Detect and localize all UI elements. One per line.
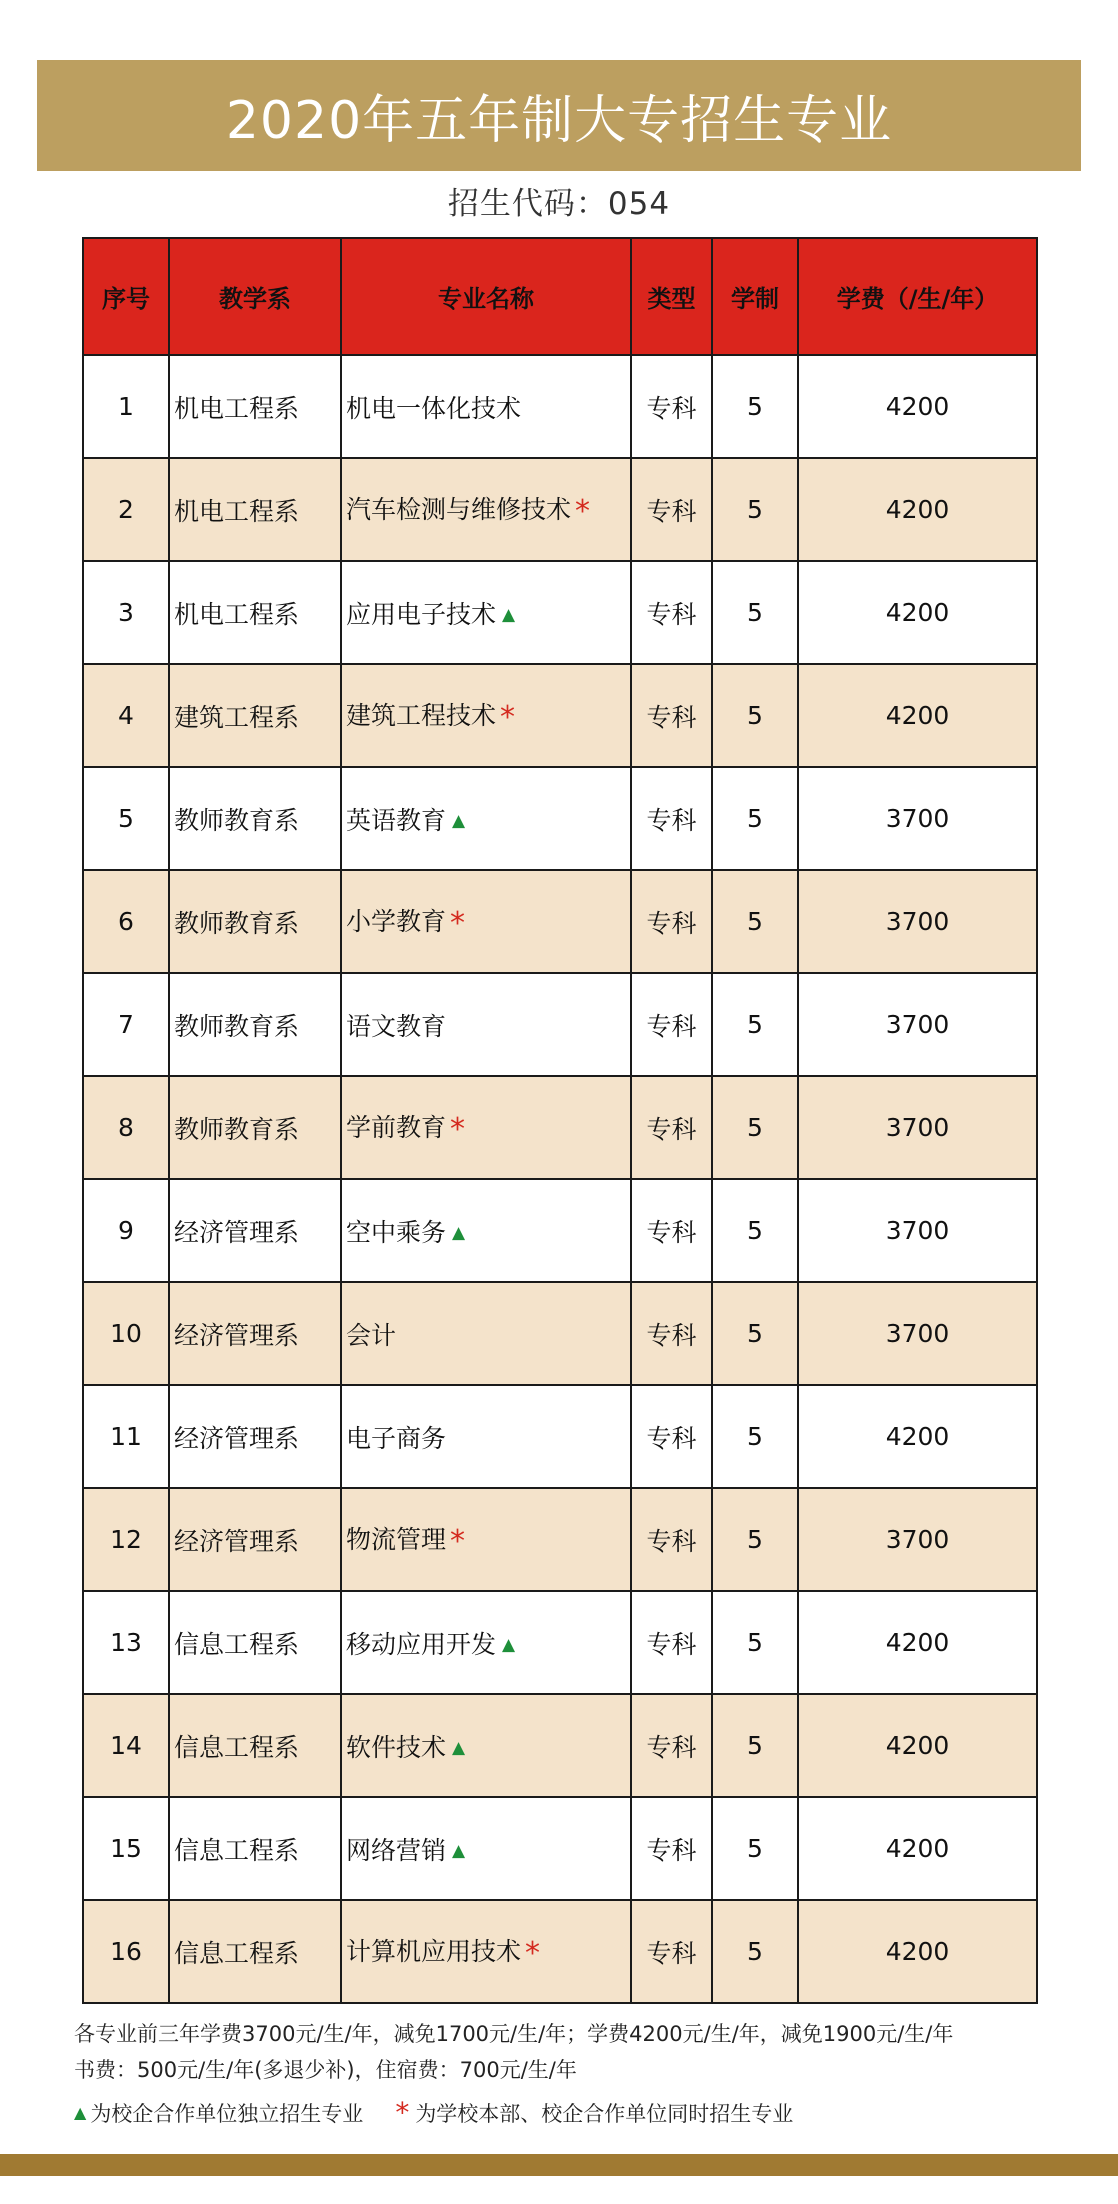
row-major (341, 870, 631, 973)
row-department (169, 664, 341, 767)
row-major-text: 汽车检测与维修技术 (346, 495, 572, 524)
row-years (712, 870, 798, 973)
row-department (169, 561, 341, 664)
row-fee-text: 3700 (885, 907, 950, 936)
row-fee (798, 1488, 1037, 1591)
row-major (341, 1694, 631, 1797)
row-type-text: 专科 (646, 1629, 697, 1659)
triangle-icon: ▲ (502, 1634, 516, 1655)
row-major-text: 会计 (346, 1320, 397, 1350)
row-fee-text: 3700 (885, 1010, 950, 1039)
legend (74, 2096, 793, 2129)
row-department-text: 经济管理系 (174, 1423, 300, 1453)
row-department-text: 教师教育系 (174, 908, 300, 938)
row-fee (798, 458, 1037, 561)
table-row (83, 870, 1037, 973)
row-department-text: 信息工程系 (174, 1629, 300, 1659)
row-number (83, 1694, 169, 1797)
row-major-text: 物流管理 (346, 1525, 447, 1554)
row-years (712, 561, 798, 664)
row-years-text: 5 (747, 598, 763, 627)
header-type: 类型 (631, 238, 712, 355)
table-row (83, 355, 1037, 458)
header-fee: 学费（/生/年） (798, 238, 1037, 355)
row-fee-text: 3700 (885, 1113, 950, 1142)
row-number-text: 4 (118, 701, 134, 730)
row-years-text: 5 (747, 1731, 763, 1760)
footer-bar (0, 2154, 1118, 2176)
row-years (712, 973, 798, 1076)
row-fee-text: 3700 (885, 1525, 950, 1554)
row-major-text: 移动应用开发 (346, 1629, 497, 1659)
row-years-text: 5 (747, 1319, 763, 1348)
row-type (631, 1076, 712, 1179)
star-icon: * (450, 1524, 466, 1559)
row-years (712, 1282, 798, 1385)
page-title: 2020年五年制大专招生专业 (37, 60, 1081, 171)
row-years-text: 5 (747, 701, 763, 730)
row-department (169, 1076, 341, 1179)
row-years (712, 664, 798, 767)
row-type-text: 专科 (646, 908, 697, 938)
row-major-text: 计算机应用技术 (346, 1937, 522, 1966)
row-fee-text: 4200 (885, 495, 950, 524)
row-fee-text: 4200 (885, 1834, 950, 1863)
row-type-text: 专科 (646, 1423, 697, 1453)
row-years-text: 5 (747, 1216, 763, 1245)
row-number-text: 7 (118, 1010, 134, 1039)
fee-note-line: 各专业前三年学费3700元/生/年，减免1700元/生/年；学费4200元/生/年，减免1900元/生/年 (74, 2022, 954, 2046)
row-years-text: 5 (747, 1525, 763, 1554)
table-row (83, 1900, 1037, 2003)
row-number (83, 1591, 169, 1694)
row-major-text: 应用电子技术 (346, 599, 497, 629)
row-major (341, 1797, 631, 1900)
row-type-text: 专科 (646, 599, 697, 629)
row-department-text: 经济管理系 (174, 1526, 300, 1556)
row-number-text: 12 (110, 1525, 142, 1554)
row-department (169, 1797, 341, 1900)
star-icon: * (450, 1112, 466, 1147)
row-department (169, 767, 341, 870)
row-years (712, 1694, 798, 1797)
row-fee-text: 3700 (885, 1319, 950, 1348)
row-number-text: 16 (110, 1937, 142, 1966)
row-years (712, 1900, 798, 2003)
triangle-icon: ▲ (452, 1222, 466, 1243)
row-department (169, 1385, 341, 1488)
row-number (83, 1488, 169, 1591)
row-number-text: 5 (118, 804, 134, 833)
row-major-text: 英语教育 (346, 805, 447, 835)
table-row (83, 664, 1037, 767)
row-years (712, 458, 798, 561)
row-type-text: 专科 (646, 1938, 697, 1968)
row-type-text: 专科 (646, 1835, 697, 1865)
row-years (712, 1076, 798, 1179)
row-fee-text: 4200 (885, 392, 950, 421)
header-major: 专业名称 (341, 238, 631, 355)
row-type-text: 专科 (646, 1114, 697, 1144)
row-type (631, 458, 712, 561)
table-header-row (83, 238, 1037, 355)
row-department (169, 1591, 341, 1694)
row-major-text: 语文教育 (346, 1011, 447, 1041)
row-department-text: 信息工程系 (174, 1835, 300, 1865)
row-number (83, 1797, 169, 1900)
table-row (83, 561, 1037, 664)
row-number-text: 6 (118, 907, 134, 936)
row-number (83, 1385, 169, 1488)
row-fee-text: 4200 (885, 701, 950, 730)
row-department (169, 1694, 341, 1797)
row-type (631, 1591, 712, 1694)
row-number-text: 11 (110, 1422, 142, 1451)
row-years (712, 1385, 798, 1488)
table-row (83, 1179, 1037, 1282)
star-icon: * (575, 494, 591, 529)
row-type (631, 1282, 712, 1385)
legend-triangle-text: 为校企合作单位独立招生专业 (90, 2101, 364, 2126)
triangle-icon: ▲ (452, 1737, 466, 1758)
row-fee (798, 355, 1037, 458)
row-type (631, 561, 712, 664)
triangle-icon: ▲ (74, 2103, 87, 2122)
row-major-text: 机电一体化技术 (346, 393, 522, 423)
enrollment-code: 招生代码：054 (447, 186, 671, 222)
row-department (169, 1488, 341, 1591)
row-years (712, 1797, 798, 1900)
row-major-text: 软件技术 (346, 1732, 447, 1762)
triangle-icon: ▲ (502, 604, 516, 625)
row-fee (798, 1179, 1037, 1282)
row-number-text: 8 (118, 1113, 134, 1142)
row-department-text: 机电工程系 (174, 393, 300, 423)
row-type-text: 专科 (646, 702, 697, 732)
row-department (169, 870, 341, 973)
row-type (631, 767, 712, 870)
header-dept: 教学系 (169, 238, 341, 355)
row-number (83, 1179, 169, 1282)
row-department-text: 机电工程系 (174, 496, 300, 526)
table-row (83, 1385, 1037, 1488)
row-fee (798, 1385, 1037, 1488)
row-number (83, 1076, 169, 1179)
row-type (631, 1797, 712, 1900)
row-type (631, 1694, 712, 1797)
row-type (631, 1385, 712, 1488)
row-fee (798, 1694, 1037, 1797)
row-department-text: 教师教育系 (174, 1011, 300, 1041)
row-years-text: 5 (747, 1937, 763, 1966)
row-years (712, 355, 798, 458)
row-type-text: 专科 (646, 1320, 697, 1350)
row-years-text: 5 (747, 907, 763, 936)
row-type-text: 专科 (646, 496, 697, 526)
row-number (83, 355, 169, 458)
row-major (341, 1076, 631, 1179)
row-type-text: 专科 (646, 1732, 697, 1762)
row-number (83, 870, 169, 973)
row-fee-text: 3700 (885, 1216, 950, 1245)
row-years (712, 1591, 798, 1694)
table-row (83, 1591, 1037, 1694)
row-major-text: 电子商务 (346, 1423, 447, 1453)
row-department-text: 经济管理系 (174, 1320, 300, 1350)
row-department-text: 建筑工程系 (174, 702, 300, 732)
header-years: 学制 (712, 238, 798, 355)
row-number (83, 1900, 169, 2003)
row-department-text: 信息工程系 (174, 1732, 300, 1762)
row-number-text: 10 (110, 1319, 142, 1348)
row-fee (798, 973, 1037, 1076)
row-major-text: 空中乘务 (346, 1217, 447, 1247)
row-major (341, 1591, 631, 1694)
row-fee-text: 4200 (885, 1422, 950, 1451)
row-years-text: 5 (747, 1113, 763, 1142)
row-number (83, 664, 169, 767)
row-type (631, 1179, 712, 1282)
row-years-text: 5 (747, 1422, 763, 1451)
row-years-text: 5 (747, 1628, 763, 1657)
star-icon: * (395, 2096, 410, 2129)
table-row (83, 1282, 1037, 1385)
row-fee-text: 4200 (885, 598, 950, 627)
row-years-text: 5 (747, 804, 763, 833)
majors-table (82, 237, 1038, 2004)
row-years (712, 1179, 798, 1282)
row-type (631, 1488, 712, 1591)
row-fee-text: 4200 (885, 1731, 950, 1760)
row-type-text: 专科 (646, 393, 697, 423)
row-department (169, 355, 341, 458)
row-number (83, 973, 169, 1076)
table-row (83, 767, 1037, 870)
row-major (341, 1488, 631, 1591)
table-row (83, 1076, 1037, 1179)
row-department-text: 经济管理系 (174, 1217, 300, 1247)
row-department-text: 信息工程系 (174, 1938, 300, 1968)
row-major (341, 355, 631, 458)
header-no: 序号 (83, 238, 169, 355)
row-number-text: 9 (118, 1216, 134, 1245)
row-number-text: 1 (118, 392, 134, 421)
row-type-text: 专科 (646, 1011, 697, 1041)
row-type-text: 专科 (646, 1217, 697, 1247)
row-major (341, 1179, 631, 1282)
row-number-text: 3 (118, 598, 134, 627)
row-type (631, 870, 712, 973)
row-fee (798, 1282, 1037, 1385)
row-number (83, 561, 169, 664)
table-row (83, 973, 1037, 1076)
star-icon: * (450, 906, 466, 941)
row-major (341, 561, 631, 664)
star-icon: * (525, 1936, 541, 1971)
row-number-text: 14 (110, 1731, 142, 1760)
row-department-text: 教师教育系 (174, 805, 300, 835)
row-major (341, 1385, 631, 1488)
row-fee (798, 870, 1037, 973)
row-type (631, 1900, 712, 2003)
row-type (631, 664, 712, 767)
row-major (341, 767, 631, 870)
row-number (83, 458, 169, 561)
row-major (341, 664, 631, 767)
legend-star-text: 为学校本部、校企合作单位同时招生专业 (415, 2101, 794, 2126)
row-fee-text: 4200 (885, 1937, 950, 1966)
row-department (169, 1282, 341, 1385)
table-row (83, 458, 1037, 561)
row-number-text: 13 (110, 1628, 142, 1657)
row-number-text: 15 (110, 1834, 142, 1863)
row-years (712, 1488, 798, 1591)
row-type (631, 355, 712, 458)
row-fee (798, 664, 1037, 767)
row-major (341, 1900, 631, 2003)
row-type (631, 973, 712, 1076)
row-fee-text: 4200 (885, 1628, 950, 1657)
row-type-text: 专科 (646, 805, 697, 835)
row-department (169, 1900, 341, 2003)
row-years-text: 5 (747, 1010, 763, 1039)
row-major (341, 1282, 631, 1385)
star-icon: * (500, 700, 516, 735)
row-years (712, 767, 798, 870)
table-row (83, 1797, 1037, 1900)
row-major-text: 建筑工程技术 (346, 701, 497, 730)
row-fee (798, 1900, 1037, 2003)
triangle-icon: ▲ (452, 1840, 466, 1861)
row-major-text: 小学教育 (346, 907, 447, 936)
row-number (83, 1282, 169, 1385)
row-fee-text: 3700 (885, 804, 950, 833)
row-major-text: 网络营销 (346, 1835, 447, 1865)
row-department (169, 458, 341, 561)
triangle-icon: ▲ (452, 810, 466, 831)
fee-note-line: 书费：500元/生/年(多退少补)，住宿费：700元/生/年 (74, 2058, 577, 2082)
row-fee (798, 767, 1037, 870)
row-years-text: 5 (747, 392, 763, 421)
row-fee (798, 1591, 1037, 1694)
fee-notes (74, 2016, 1074, 2088)
row-department (169, 973, 341, 1076)
row-number-text: 2 (118, 495, 134, 524)
row-major (341, 458, 631, 561)
row-years-text: 5 (747, 495, 763, 524)
row-fee (798, 1797, 1037, 1900)
row-type-text: 专科 (646, 1526, 697, 1556)
row-fee (798, 1076, 1037, 1179)
table-row (83, 1488, 1037, 1591)
row-years-text: 5 (747, 1834, 763, 1863)
row-department-text: 机电工程系 (174, 599, 300, 629)
row-department (169, 1179, 341, 1282)
row-department-text: 教师教育系 (174, 1114, 300, 1144)
row-number (83, 767, 169, 870)
row-major (341, 973, 631, 1076)
row-major-text: 学前教育 (346, 1113, 447, 1142)
row-fee (798, 561, 1037, 664)
table-row (83, 1694, 1037, 1797)
